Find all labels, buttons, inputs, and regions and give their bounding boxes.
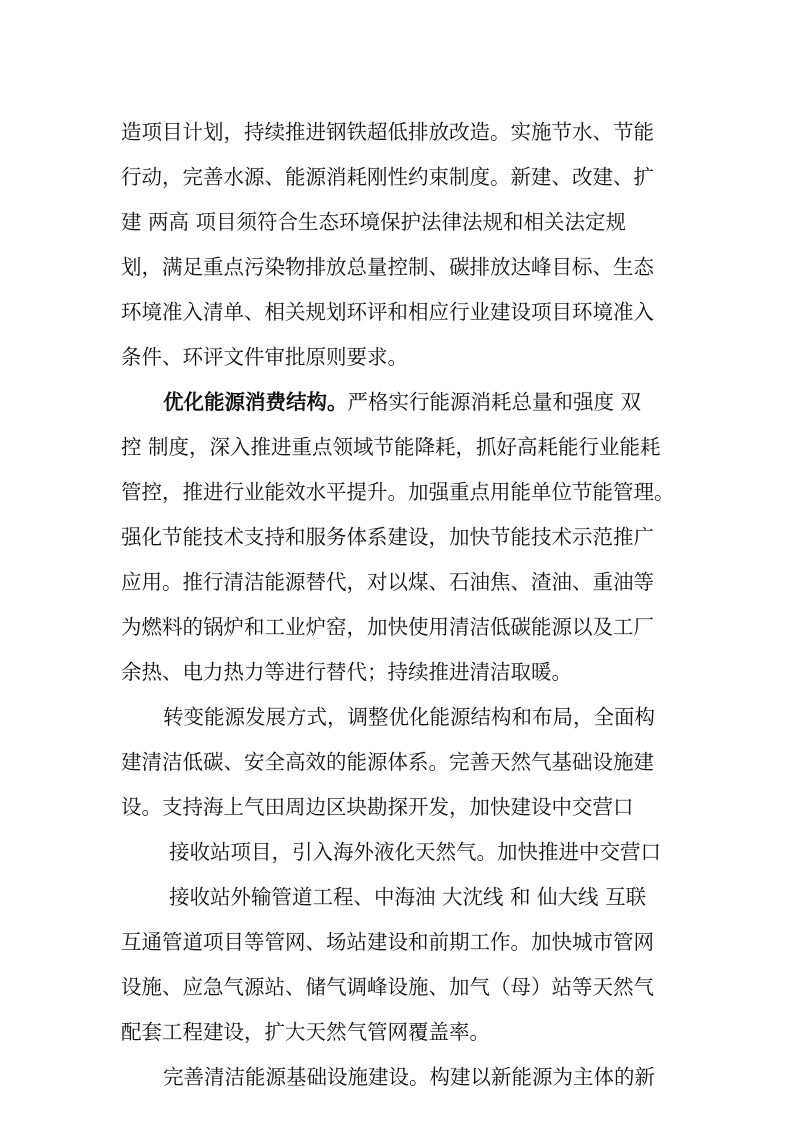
paragraph-2-line-1 xyxy=(163,388,641,416)
paragraph-2-line-5: 应用。推行清洁能源替代，对以煤、石油焦、渣油、重油等 xyxy=(121,570,654,594)
paragraph-3-line-8: 配套工程建设，扩大天然气管网覆盖率。 xyxy=(121,1020,490,1044)
paragraph-3-line-2: 建清洁低碳、安全高效的能源体系。完善天然气基础设施建 xyxy=(121,750,654,774)
paragraph-2-line-6: 为燃料的锅炉和工业炉窑，加快使用清洁低碳能源以及工厂 xyxy=(121,615,654,639)
paragraph-3-line-7: 设施、应急气源站、储气调峰设施、加气（母）站等天然气 xyxy=(121,975,654,999)
paragraph-3-line-1: 转变能源发展方式，调整优化能源结构和布局，全面构 xyxy=(163,705,655,729)
paragraph-1-line-6: 条件、环评文件审批原则要求。 xyxy=(121,345,408,369)
paragraph-1-line-2: 行动，完善水源、能源消耗刚性约束制度。新建、改建、扩 xyxy=(121,165,654,189)
paragraph-2-line-1-rest: 严格实行能源消耗总量和强度 双 xyxy=(347,390,642,414)
paragraph-2-line-4: 强化节能技术支持和服务体系建设，加快节能技术示范推广 xyxy=(121,525,654,549)
paragraph-1-line-5: 环境准入清单、相关规划环评和相应行业建设项目环境准入 xyxy=(121,300,654,324)
paragraph-1-line-1: 造项目计划，持续推进钢铁超低排放改造。实施节水、节能 xyxy=(121,120,654,144)
paragraph-4-line-1: 完善清洁能源基础设施建设。构建以新能源为主体的新 xyxy=(163,1065,655,1089)
paragraph-2-line-3: 管控，推进行业能效水平提升。加强重点用能单位节能管理。 xyxy=(121,480,675,504)
paragraph-3-line-4: 接收站项目，引入海外液化天然气。加快推进中交营口 xyxy=(169,840,661,864)
paragraph-1-line-4: 划，满足重点污染物排放总量控制、碳排放达峰目标、生态 xyxy=(121,255,654,279)
paragraph-3-line-6: 互通管道项目等管网、场站建设和前期工作。加快城市管网 xyxy=(121,930,654,954)
paragraph-3-line-3: 设。支持海上气田周边区块勘探开发，加快建设中交营口 xyxy=(121,795,634,819)
paragraph-2-heading: 优化能源消费结构。 xyxy=(163,390,348,414)
paragraph-1-line-3: 建 两高 项目须符合生态环境保护法律法规和相关法定规 xyxy=(121,210,627,234)
paragraph-2-line-2: 控 制度，深入推进重点领域节能降耗，抓好高耗能行业能耗 xyxy=(121,435,661,459)
paragraph-2-line-7: 余热、电力热力等进行替代；持续推进清洁取暖。 xyxy=(121,660,572,684)
paragraph-3-line-5: 接收站外输管道工程、中海油 大沈线 和 仙大线 互联 xyxy=(169,885,647,909)
